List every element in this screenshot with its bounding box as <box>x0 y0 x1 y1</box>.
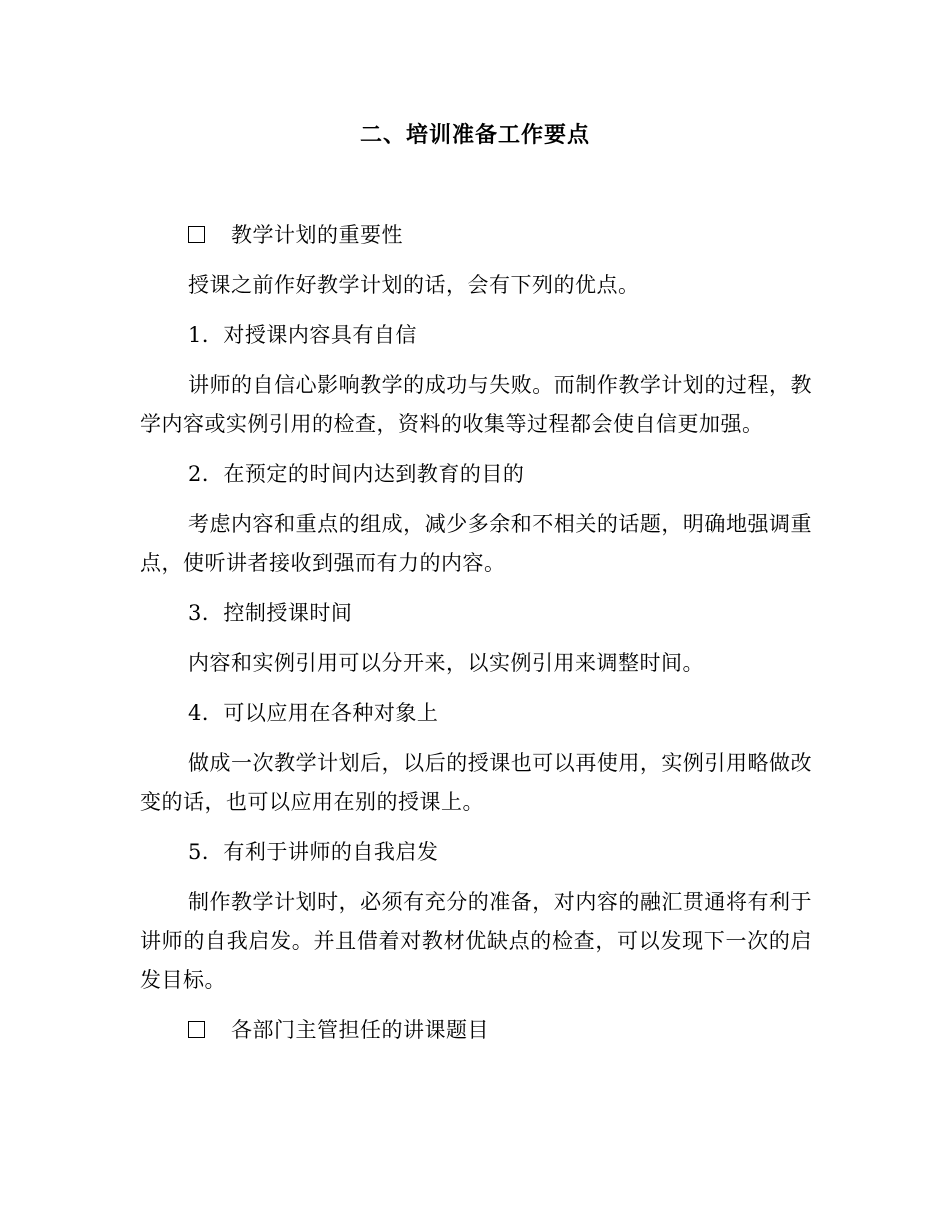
section-heading-text: 各部门主管担任的讲课题目 <box>231 1018 489 1042</box>
item-heading-text: 控制授课时间 <box>223 601 353 625</box>
item-heading-text: 有利于讲师的自我启发 <box>223 840 439 864</box>
item-number: 5． <box>188 840 224 864</box>
item-number: 1． <box>188 323 224 347</box>
item-heading-text: 可以应用在各种对象上 <box>223 701 439 725</box>
item-heading-text: 在预定的时间内达到教育的目的 <box>223 462 525 486</box>
numbered-item-heading <box>140 833 812 872</box>
item-body: 讲师的自信心影响教学的成功与失败。而制作教学计划的过程，教学内容或实例引用的检查，资料的收集等过程都会使自信更加强。 <box>140 373 812 436</box>
page-title: 二、培训准备工作要点 <box>359 123 590 148</box>
numbered-item-heading <box>140 694 812 733</box>
item-body: 做成一次教学计划后，以后的授课也可以再使用，实例引用略做改变的话，也可以应用在别的授课上。 <box>140 751 812 814</box>
section-heading-text: 教学计划的重要性 <box>231 223 403 247</box>
item-number: 4． <box>188 701 224 725</box>
numbered-item-heading <box>140 316 812 355</box>
item-number: 2． <box>188 462 224 486</box>
item-number: 3． <box>188 601 224 625</box>
document-body <box>140 216 812 1061</box>
checkbox-square-icon <box>188 1021 205 1038</box>
section-intro: 授课之前作好教学计划的话，会有下列的优点。 <box>188 273 640 297</box>
numbered-item-heading <box>140 455 812 494</box>
numbered-item-heading <box>140 594 812 633</box>
item-body: 内容和实例引用可以分开来，以实例引用来调整时间。 <box>188 651 704 675</box>
item-body: 制作教学计划时，必须有充分的准备，对内容的融汇贯通将有利于讲师的自我启发。并且借着对教材优缺点的检查，可以发现下一次的启发目标。 <box>140 890 812 992</box>
section-heading <box>140 1011 812 1050</box>
checkbox-square-icon <box>188 226 205 243</box>
item-heading-text: 对授课内容具有自信 <box>223 323 417 347</box>
item-body: 考虑内容和重点的组成，减少多余和不相关的话题，明确地强调重点，使听讲者接收到强而有力的内容。 <box>140 512 812 575</box>
section-heading <box>140 216 812 255</box>
